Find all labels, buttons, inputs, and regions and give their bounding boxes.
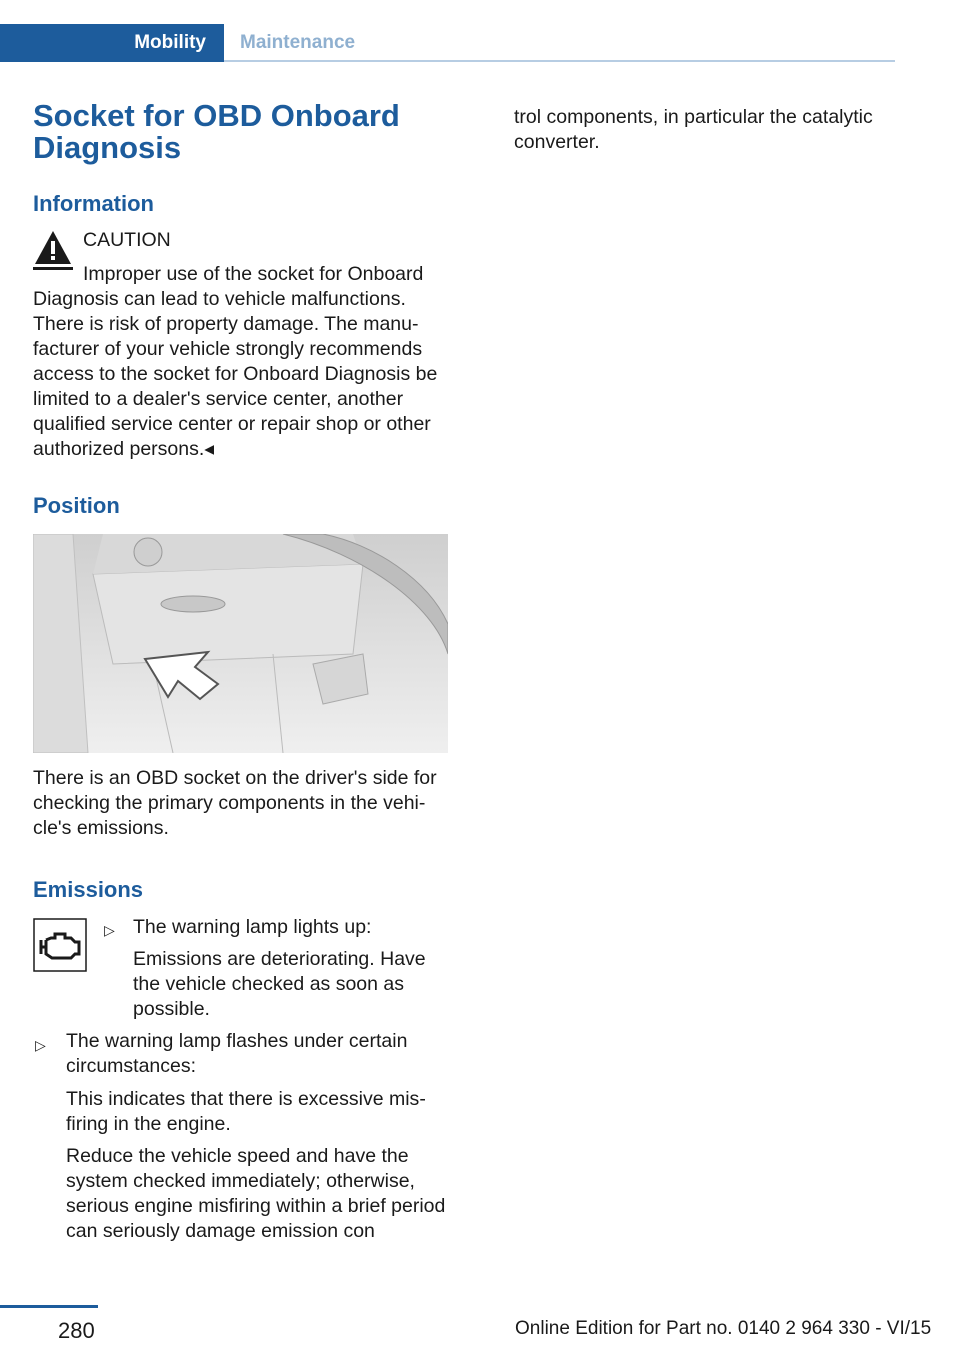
- heading-information: Information: [33, 191, 154, 216]
- bullet-icon: ▷: [35, 1037, 46, 1053]
- tab-rule: [224, 60, 895, 62]
- engine-warning-icon: [33, 918, 87, 972]
- emissions-item2-text2: Reduce the vehicle speed and have the system checked immediately; otherwise, serious engine misfiring within a brief period can seriously damage emission con: [66, 1145, 446, 1242]
- emissions-continued-text: trol components, in particular the catalytic converter.: [514, 106, 873, 153]
- obd-socket-photo: [33, 534, 448, 753]
- tab-maintenance[interactable]: Maintenance: [240, 32, 356, 53]
- emissions-item2-text1: This indicates that there is excessive misfiring in the engine.: [66, 1088, 426, 1135]
- caution-title: CAUTION: [83, 229, 171, 251]
- page-title: Socket for OBD Onboard Diagnosis: [33, 98, 400, 165]
- emissions-item1-title: The warning lamp lights up:: [133, 916, 372, 938]
- bullet-icon: ▷: [104, 922, 115, 938]
- caution-text: Improper use of the socket for Onboard Diagnosis can lead to vehicle malfunctions. There is risk of property damage. The manufacturer of your vehicle strongly recommends access to the socket for Onboard Diagnosis be limited to a dealer's service center, another qualified service center or repair shop or other authorized persons.◂: [33, 263, 438, 460]
- dashboard-illustration: [33, 534, 448, 753]
- page-number: 280: [58, 1318, 95, 1343]
- edition-info: Online Edition for Part no. 0140 2 964 330 - VI/15: [515, 1318, 932, 1339]
- emissions-item1-text: Emissions are deteriorating. Have the vehicle checked as soon as possible.: [133, 948, 426, 1020]
- heading-position: Position: [33, 493, 120, 518]
- heading-emissions: Emissions: [33, 877, 144, 902]
- tab-mobility[interactable]: Mobility: [0, 24, 224, 62]
- position-text: There is an OBD socket on the driver's side for checking the primary components in the vehicle's emissions.: [33, 767, 437, 839]
- left-column: [33, 100, 448, 164]
- footer-rule: [0, 1305, 98, 1308]
- header-tabs: [0, 24, 895, 62]
- emissions-item2-title: The warning lamp flashes under certain circumstances:: [66, 1030, 408, 1077]
